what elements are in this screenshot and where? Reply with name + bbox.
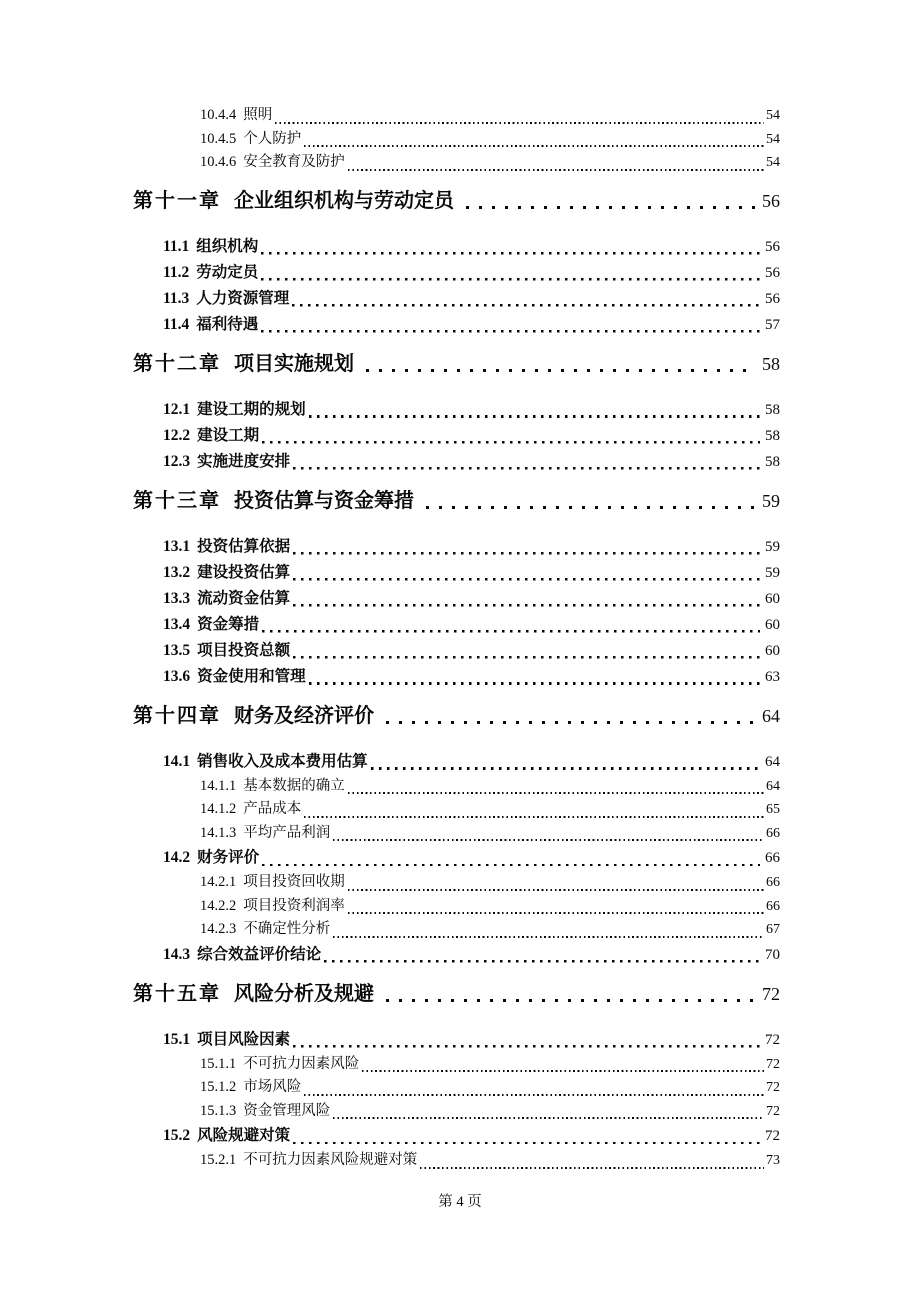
toc-entry bbox=[200, 822, 780, 846]
toc-entry-number: 15.1.2 bbox=[200, 1079, 237, 1095]
toc-entry-number: 13.3 bbox=[163, 589, 191, 607]
toc-entry-number: 14.2.2 bbox=[200, 897, 237, 914]
toc-entry-title: 资金使用和管理 bbox=[197, 667, 306, 685]
toc-entry-title: 投资估算依据 bbox=[197, 537, 291, 555]
toc-entry bbox=[200, 798, 780, 822]
toc-entry-number: 12.1 bbox=[163, 400, 191, 418]
toc-entry-page: 64 bbox=[765, 753, 780, 770]
toc-entry-title: 个人防护 bbox=[243, 130, 302, 147]
toc-entry bbox=[200, 895, 780, 919]
toc-entry bbox=[200, 151, 780, 175]
toc-entry bbox=[163, 612, 780, 638]
dot-leader bbox=[333, 1117, 764, 1119]
toc-entry-title: 投资估算与资金筹措 bbox=[234, 489, 414, 512]
toc-entry-title: 劳动定员 bbox=[196, 263, 259, 281]
toc-entry-title: 基本数据的确立 bbox=[243, 777, 345, 794]
toc-entry-title: 不确定性分析 bbox=[243, 921, 331, 937]
toc-entry-title: 财务及经济评价 bbox=[234, 704, 374, 727]
toc-entry-number: 11.3 bbox=[163, 289, 190, 307]
dot-leader bbox=[262, 864, 760, 867]
toc-entry-page: 56 bbox=[765, 238, 780, 255]
toc-entry-page: 66 bbox=[766, 825, 780, 841]
toc-entry-number: 第十一章 bbox=[133, 189, 221, 212]
dot-leader bbox=[293, 552, 760, 555]
toc-entry-page: 66 bbox=[766, 875, 780, 890]
toc-entry-number: 13.6 bbox=[163, 667, 191, 685]
toc-entry-title: 市场风险 bbox=[243, 1079, 302, 1095]
toc-entry-number: 10.4.4 bbox=[200, 107, 237, 123]
toc-entry-title: 项目投资利润率 bbox=[243, 897, 345, 914]
toc-entry-page: 72 bbox=[765, 1031, 780, 1048]
dot-leader bbox=[309, 682, 760, 685]
dot-leader bbox=[466, 206, 756, 209]
toc-entry-page: 54 bbox=[766, 108, 780, 123]
toc-entry-title: 建设工期 bbox=[197, 426, 260, 444]
toc-entry-page: 56 bbox=[762, 190, 780, 211]
dot-leader bbox=[333, 936, 764, 938]
dot-leader bbox=[420, 1167, 764, 1169]
toc-entry-title: 资金管理风险 bbox=[243, 1102, 331, 1119]
toc-entry-number: 第十二章 bbox=[133, 352, 221, 375]
toc-entry-title: 人力资源管理 bbox=[196, 289, 290, 307]
dot-leader bbox=[324, 960, 760, 963]
toc-entry-page: 64 bbox=[766, 778, 780, 794]
toc-entry-title: 组织机构 bbox=[196, 237, 259, 255]
toc-entry-title: 资金筹措 bbox=[197, 615, 260, 633]
dot-leader bbox=[262, 441, 760, 444]
toc-entry-title: 综合效益评价结论 bbox=[197, 945, 322, 963]
toc-entry bbox=[163, 312, 780, 338]
toc-entry-number: 第十四章 bbox=[133, 704, 221, 727]
toc-chapter-heading bbox=[133, 703, 780, 730]
toc-entry bbox=[163, 1123, 780, 1149]
dot-leader bbox=[426, 506, 756, 509]
dot-leader bbox=[293, 1142, 760, 1145]
toc-entry bbox=[163, 234, 780, 260]
toc-entry-number: 14.2.3 bbox=[200, 921, 237, 937]
toc-entry-page: 66 bbox=[766, 898, 780, 914]
dot-leader bbox=[275, 122, 764, 124]
toc-entry bbox=[163, 286, 780, 312]
toc-entry bbox=[200, 1149, 780, 1173]
toc-entry-number: 15.1.1 bbox=[200, 1055, 237, 1072]
toc-entry-page: 72 bbox=[766, 1056, 780, 1072]
toc-entry-page: 60 bbox=[765, 616, 780, 633]
toc-entry-title: 不可抗力因素风险规避对策 bbox=[243, 1152, 418, 1168]
toc-entry-title: 福利待遇 bbox=[196, 315, 259, 333]
toc-entry-page: 59 bbox=[762, 490, 780, 511]
toc-entry-number: 14.3 bbox=[163, 945, 191, 963]
dot-leader bbox=[304, 145, 764, 147]
toc-entry-page: 58 bbox=[765, 401, 780, 418]
toc-entry-page: 72 bbox=[762, 983, 780, 1004]
dot-leader bbox=[366, 369, 756, 372]
toc-entry-page: 58 bbox=[765, 427, 780, 444]
toc-entry-page: 72 bbox=[766, 1103, 780, 1119]
toc-entry-title: 照明 bbox=[243, 107, 273, 123]
toc-entry-number: 14.1.3 bbox=[200, 824, 237, 841]
dot-leader bbox=[386, 999, 756, 1002]
dot-leader bbox=[386, 721, 756, 724]
toc-entry bbox=[200, 1053, 780, 1077]
page-number-label: 第 4 页 bbox=[438, 1194, 482, 1210]
toc-chapter-heading bbox=[133, 188, 780, 215]
toc-entry-number: 15.2 bbox=[163, 1127, 191, 1144]
toc-entry-number: 12.2 bbox=[163, 426, 191, 444]
toc-entry-number: 15.1.3 bbox=[200, 1102, 237, 1119]
dot-leader bbox=[362, 1070, 764, 1072]
toc-entry-title: 风险分析及规避 bbox=[234, 982, 374, 1005]
toc-chapter-heading bbox=[133, 488, 780, 515]
toc-entry bbox=[163, 397, 780, 423]
toc-entry-page: 63 bbox=[765, 668, 780, 685]
dot-leader bbox=[293, 1045, 760, 1048]
toc-entry-title: 销售收入及成本费用估算 bbox=[197, 752, 368, 770]
toc-entry-title: 风险规避对策 bbox=[197, 1127, 291, 1144]
toc-entry bbox=[200, 918, 780, 942]
toc-entry-number: 13.1 bbox=[163, 537, 191, 555]
dot-leader bbox=[348, 792, 764, 794]
toc-entry-page: 56 bbox=[765, 264, 780, 281]
toc-entry-number: 13.5 bbox=[163, 641, 191, 659]
toc-entry-page: 56 bbox=[765, 290, 780, 307]
dot-leader bbox=[293, 656, 760, 659]
toc-entry-page: 72 bbox=[765, 1128, 780, 1144]
dot-leader bbox=[293, 467, 760, 470]
page-footer bbox=[0, 1190, 920, 1211]
toc-entry-title: 企业组织机构与劳动定员 bbox=[234, 189, 454, 212]
toc-entry-title: 实施进度安排 bbox=[197, 452, 291, 470]
toc-entry bbox=[163, 638, 780, 664]
toc-entry-title: 产品成本 bbox=[243, 801, 302, 817]
toc-entry-number: 第十三章 bbox=[133, 489, 221, 512]
dot-leader bbox=[304, 816, 764, 818]
toc-entry-number: 14.2 bbox=[163, 849, 191, 866]
dot-leader bbox=[293, 604, 760, 607]
toc-entry bbox=[163, 845, 780, 871]
dot-leader bbox=[292, 304, 760, 307]
toc-entry-number: 13.2 bbox=[163, 563, 191, 581]
toc-entry bbox=[163, 534, 780, 560]
dot-leader bbox=[348, 889, 764, 891]
toc-entry bbox=[200, 775, 780, 799]
toc-entry bbox=[163, 423, 780, 449]
toc-entry-page: 54 bbox=[766, 131, 780, 147]
toc-entry-title: 项目投资总额 bbox=[197, 641, 291, 659]
dot-leader bbox=[261, 278, 760, 281]
toc-entry-number: 14.1.2 bbox=[200, 801, 237, 817]
toc-chapter-heading bbox=[133, 981, 780, 1008]
toc-entry bbox=[163, 942, 780, 968]
toc-entry-page: 54 bbox=[766, 155, 780, 170]
toc-entry-page: 65 bbox=[766, 802, 780, 817]
toc-entry bbox=[163, 449, 780, 475]
toc-entry-page: 60 bbox=[765, 642, 780, 659]
toc-entry-number: 10.4.6 bbox=[200, 154, 237, 170]
dot-leader bbox=[261, 252, 760, 255]
toc-entry-number: 11.2 bbox=[163, 263, 190, 281]
dot-leader bbox=[371, 767, 760, 770]
dot-leader bbox=[293, 578, 760, 581]
toc-entry-title: 财务评价 bbox=[197, 849, 260, 866]
toc-entry-page: 72 bbox=[766, 1080, 780, 1095]
dot-leader bbox=[261, 330, 760, 333]
toc-entry bbox=[200, 1100, 780, 1124]
toc-entry-page: 59 bbox=[765, 564, 780, 581]
toc-entry-number: 14.1.1 bbox=[200, 777, 237, 794]
dot-leader bbox=[333, 839, 764, 841]
dot-leader bbox=[304, 1094, 764, 1096]
toc-entry bbox=[163, 664, 780, 690]
toc-entry-number: 12.3 bbox=[163, 452, 191, 470]
toc-entry-title: 流动资金估算 bbox=[197, 589, 291, 607]
toc-entry-number: 13.4 bbox=[163, 615, 191, 633]
toc-entry-page: 60 bbox=[765, 590, 780, 607]
toc-entry-number: 11.1 bbox=[163, 237, 190, 255]
toc-entry bbox=[163, 260, 780, 286]
toc-entry-number: 15.2.1 bbox=[200, 1152, 237, 1168]
toc-entry-page: 58 bbox=[762, 353, 780, 374]
toc-entry-title: 安全教育及防护 bbox=[243, 154, 345, 170]
toc-entry bbox=[163, 586, 780, 612]
toc-entry bbox=[163, 1027, 780, 1053]
dot-leader bbox=[309, 415, 760, 418]
toc-entry-number: 14.1 bbox=[163, 752, 191, 770]
toc-entry-number: 第十五章 bbox=[133, 982, 221, 1005]
toc-entry bbox=[200, 104, 780, 128]
toc-entry-title: 项目投资回收期 bbox=[243, 874, 345, 890]
toc-entry-page: 59 bbox=[765, 538, 780, 555]
toc-entry bbox=[200, 1076, 780, 1100]
toc-entry-number: 10.4.5 bbox=[200, 130, 237, 147]
toc-entry-page: 58 bbox=[765, 453, 780, 470]
toc-entry-page: 73 bbox=[766, 1153, 780, 1168]
table-of-contents bbox=[133, 104, 780, 1173]
toc-entry bbox=[163, 560, 780, 586]
toc-entry bbox=[163, 749, 780, 775]
toc-entry-title: 项目风险因素 bbox=[197, 1030, 291, 1048]
toc-entry bbox=[200, 871, 780, 895]
toc-entry-number: 11.4 bbox=[163, 315, 190, 333]
toc-entry-page: 70 bbox=[765, 946, 780, 963]
toc-entry-title: 不可抗力因素风险 bbox=[243, 1055, 360, 1072]
toc-entry-number: 14.2.1 bbox=[200, 874, 237, 890]
toc-entry bbox=[200, 128, 780, 152]
toc-chapter-heading bbox=[133, 351, 780, 378]
toc-entry-number: 15.1 bbox=[163, 1030, 191, 1048]
dot-leader bbox=[262, 630, 760, 633]
toc-entry-title: 平均产品利润 bbox=[243, 824, 331, 841]
toc-entry-page: 67 bbox=[766, 922, 780, 937]
toc-entry-title: 建设工期的规划 bbox=[197, 400, 306, 418]
dot-leader bbox=[348, 169, 764, 171]
toc-entry-page: 57 bbox=[765, 316, 780, 333]
toc-entry-title: 建设投资估算 bbox=[197, 563, 291, 581]
toc-entry-page: 66 bbox=[765, 850, 780, 866]
toc-entry-title: 项目实施规划 bbox=[234, 352, 354, 375]
toc-entry-page: 64 bbox=[762, 705, 780, 726]
dot-leader bbox=[348, 912, 764, 914]
